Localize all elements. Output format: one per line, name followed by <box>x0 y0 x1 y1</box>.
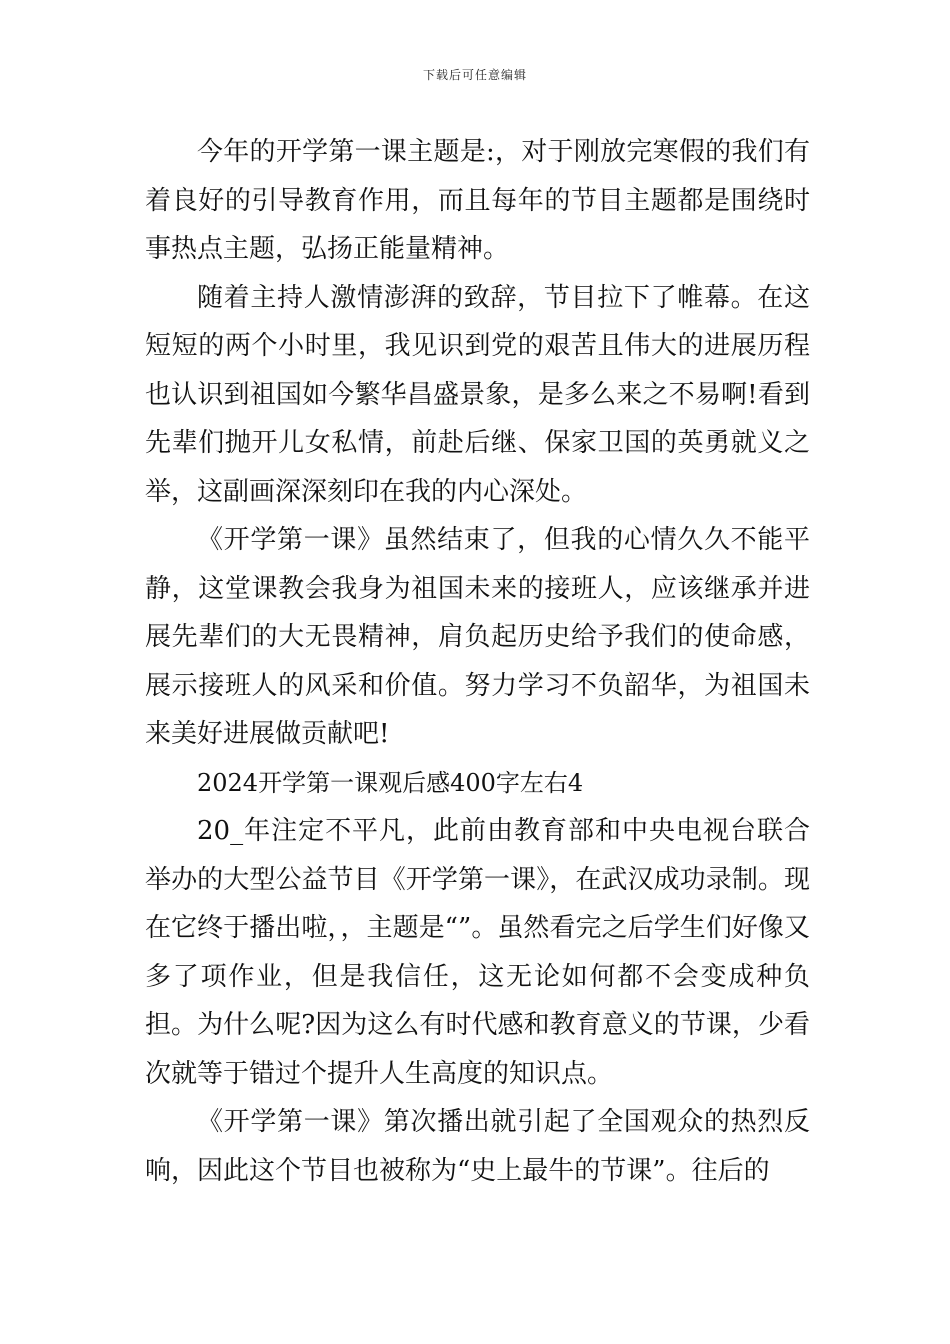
header-note: 下载后可任意编辑 <box>422 68 527 82</box>
section-heading: 2024开学第一课观后感400字左右4 <box>197 768 584 797</box>
paragraph-2: 随着主持人激情澎湃的致辞，节目拉下了帷幕。在这短短的两个小时里，我见识到党的艰苦且伟大的进展历程也认识到祖国如今繁华昌盛景象，是多么来之不易啊!看到先辈们抛开儿女私情，前赴后继、保家卫国的英勇就义之举，这副画深深刻印在我的内心深处。 <box>145 282 810 507</box>
document-body <box>145 128 810 1195</box>
paragraph-1: 今年的开学第一课主题是:，对于刚放完寒假的我们有着良好的引导教育作用，而且每年的节目主题都是围绕时事热点主题，弘扬正能量精神。 <box>145 137 810 264</box>
paragraph-3: 《开学第一课》虽然结束了，但我的心情久久不能平静，这堂课教会我身为祖国未来的接班人，应该继承并进展先辈们的大无畏精神，肩负起历史给予我们的使命感，展示接班人的风采和价值。努力学习不负韶华，为祖国未来美好进展做贡献吧! <box>145 525 810 749</box>
paragraph-4: 20_年注定不平凡，此前由教育部和中央电视台联合举办的大型公益节目《开学第一课》，在武汉成功录制。现在它终于播出啦，，主题是“”。虽然看完之后学生们好像又多了项作业，但是我信任，这无论如何都不会变成种负担。为什么呢?因为这么有时代感和教育意义的节课，少看次就等于错过个提升人生高度的知识点。 <box>145 816 810 1089</box>
paragraph-5: 《开学第一课》第次播出就引起了全国观众的热烈反响，因此这个节目也被称为“史上最牛的节课”。往后的 <box>145 1107 810 1186</box>
